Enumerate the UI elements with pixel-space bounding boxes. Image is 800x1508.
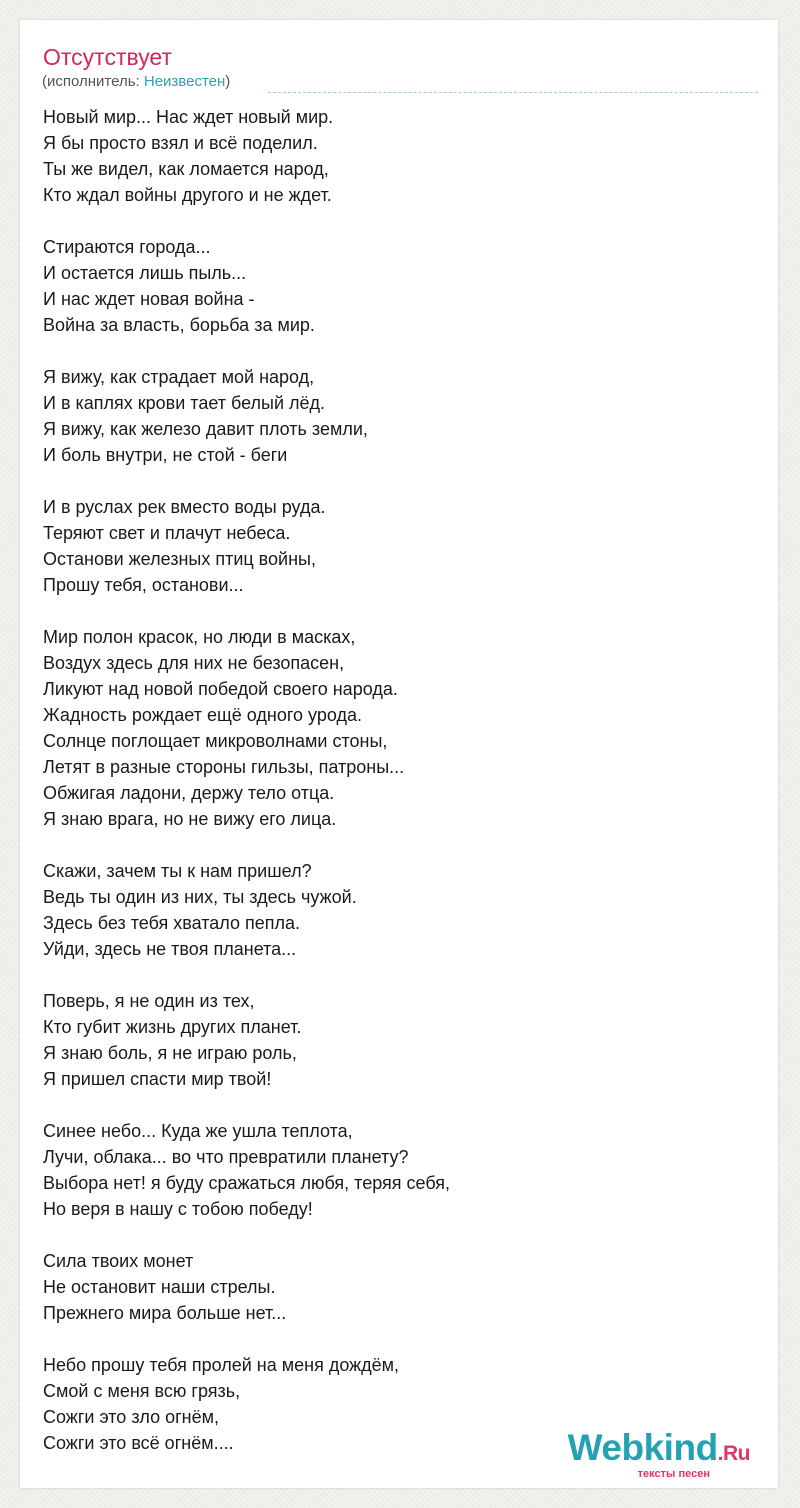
lyric-line: Солнце поглощает микроволнами стоны, [43, 731, 388, 751]
lyric-line: Мир полон красок, но люди в масках, [43, 627, 356, 647]
lyric-line: Я пришел спасти мир твой! [43, 1069, 272, 1089]
lyrics-card [20, 20, 778, 1488]
lyrics-stanza [43, 1248, 450, 1326]
artist-line [42, 73, 230, 91]
lyric-line: Но веря в нашу с тобою победу! [43, 1199, 313, 1219]
header-divider [268, 92, 758, 93]
lyrics-stanza [43, 104, 450, 208]
lyric-line: Я знаю врага, но не вижу его лица. [43, 809, 337, 829]
logo-word: Webkind [567, 1427, 718, 1468]
lyrics-stanza [43, 234, 450, 338]
lyrics-stanza [43, 988, 450, 1092]
lyric-line: Ведь ты один из них, ты здесь чужой. [43, 887, 357, 907]
lyric-line: И остается лишь пыль... [43, 263, 247, 283]
lyrics-stanza [43, 1352, 450, 1456]
lyric-line: Сожги это всё огнём.... [43, 1433, 234, 1453]
lyric-line: Прошу тебя, останови... [43, 575, 244, 595]
lyric-line: И в каплях крови тает белый лёд. [43, 393, 326, 413]
lyric-line: Воздух здесь для них не безопасен, [43, 653, 345, 673]
lyric-line: Кто ждал войны другого и не ждет. [43, 185, 332, 205]
lyric-line: Не остановит наши стрелы. [43, 1277, 276, 1297]
lyrics-stanza [43, 1118, 450, 1222]
site-logo[interactable] [567, 1427, 750, 1480]
lyric-line: Здесь без тебя хватало пепла. [43, 913, 301, 933]
lyric-line: Сила твоих монет [43, 1251, 194, 1271]
lyric-line: Я вижу, как страдает мой народ, [43, 367, 315, 387]
lyric-line: Поверь, я не один из тех, [43, 991, 255, 1011]
lyrics-body [43, 104, 450, 1456]
lyric-line: Война за власть, борьба за мир. [43, 315, 315, 335]
lyric-line: И в руслах рек вместо воды руда. [43, 497, 326, 517]
lyric-line: И нас ждет новая война - [43, 289, 255, 309]
lyric-line: Ликуют над новой победой своего народа. [43, 679, 398, 699]
lyrics-stanza [43, 494, 450, 598]
lyric-line: Летят в разные стороны гильзы, патроны... [43, 757, 405, 777]
lyrics-stanza [43, 624, 450, 832]
lyric-line: И боль внутри, не стой - беги [43, 445, 288, 465]
lyric-line: Жадность рождает ещё одного урода. [43, 705, 362, 725]
lyric-line: Кто губит жизнь других планет. [43, 1017, 302, 1037]
lyric-line: Я бы просто взял и всё поделил. [43, 133, 318, 153]
lyrics-stanza [43, 858, 450, 962]
lyric-line: Ты же видел, как ломается народ, [43, 159, 329, 179]
lyric-line: Я вижу, как железо давит плоть земли, [43, 419, 368, 439]
lyric-line: Новый мир... Нас ждет новый мир. [43, 107, 334, 127]
logo-wordmark [567, 1427, 750, 1472]
lyric-line: Останови железных птиц войны, [43, 549, 316, 569]
lyric-line: Сожги это зло огнём, [43, 1407, 219, 1427]
logo-tagline: тексты песен [637, 1468, 710, 1480]
lyrics-stanza [43, 364, 450, 468]
lyric-line: Теряют свет и плачут небеса. [43, 523, 291, 543]
lyric-line: Синее небо... Куда же ушла теплота, [43, 1121, 353, 1141]
lyric-line: Обжигая ладони, держу тело отца. [43, 783, 335, 803]
lyric-line: Прежнего мира больше нет... [43, 1303, 287, 1323]
artist-suffix: ) [225, 73, 231, 90]
lyric-line: Небо прошу тебя пролей на меня дождём, [43, 1355, 400, 1375]
song-title: Отсутствует [43, 44, 172, 70]
lyric-line: Скажи, зачем ты к нам пришел? [43, 861, 312, 881]
lyric-line: Смой с меня всю грязь, [43, 1381, 241, 1401]
lyric-line: Стираются города... [43, 237, 211, 257]
lyric-line: Я знаю боль, я не играю роль, [43, 1043, 297, 1063]
lyric-line: Выбора нет! я буду сражаться любя, теряя себя, [43, 1173, 450, 1193]
lyric-line: Уйди, здесь не твоя планета... [43, 939, 297, 959]
artist-prefix: (исполнитель: [42, 73, 144, 90]
lyric-line: Лучи, облака... во что превратили планету? [43, 1147, 409, 1167]
artist-link[interactable]: Неизвестен [143, 73, 226, 90]
logo-tld: .Ru [717, 1442, 750, 1465]
